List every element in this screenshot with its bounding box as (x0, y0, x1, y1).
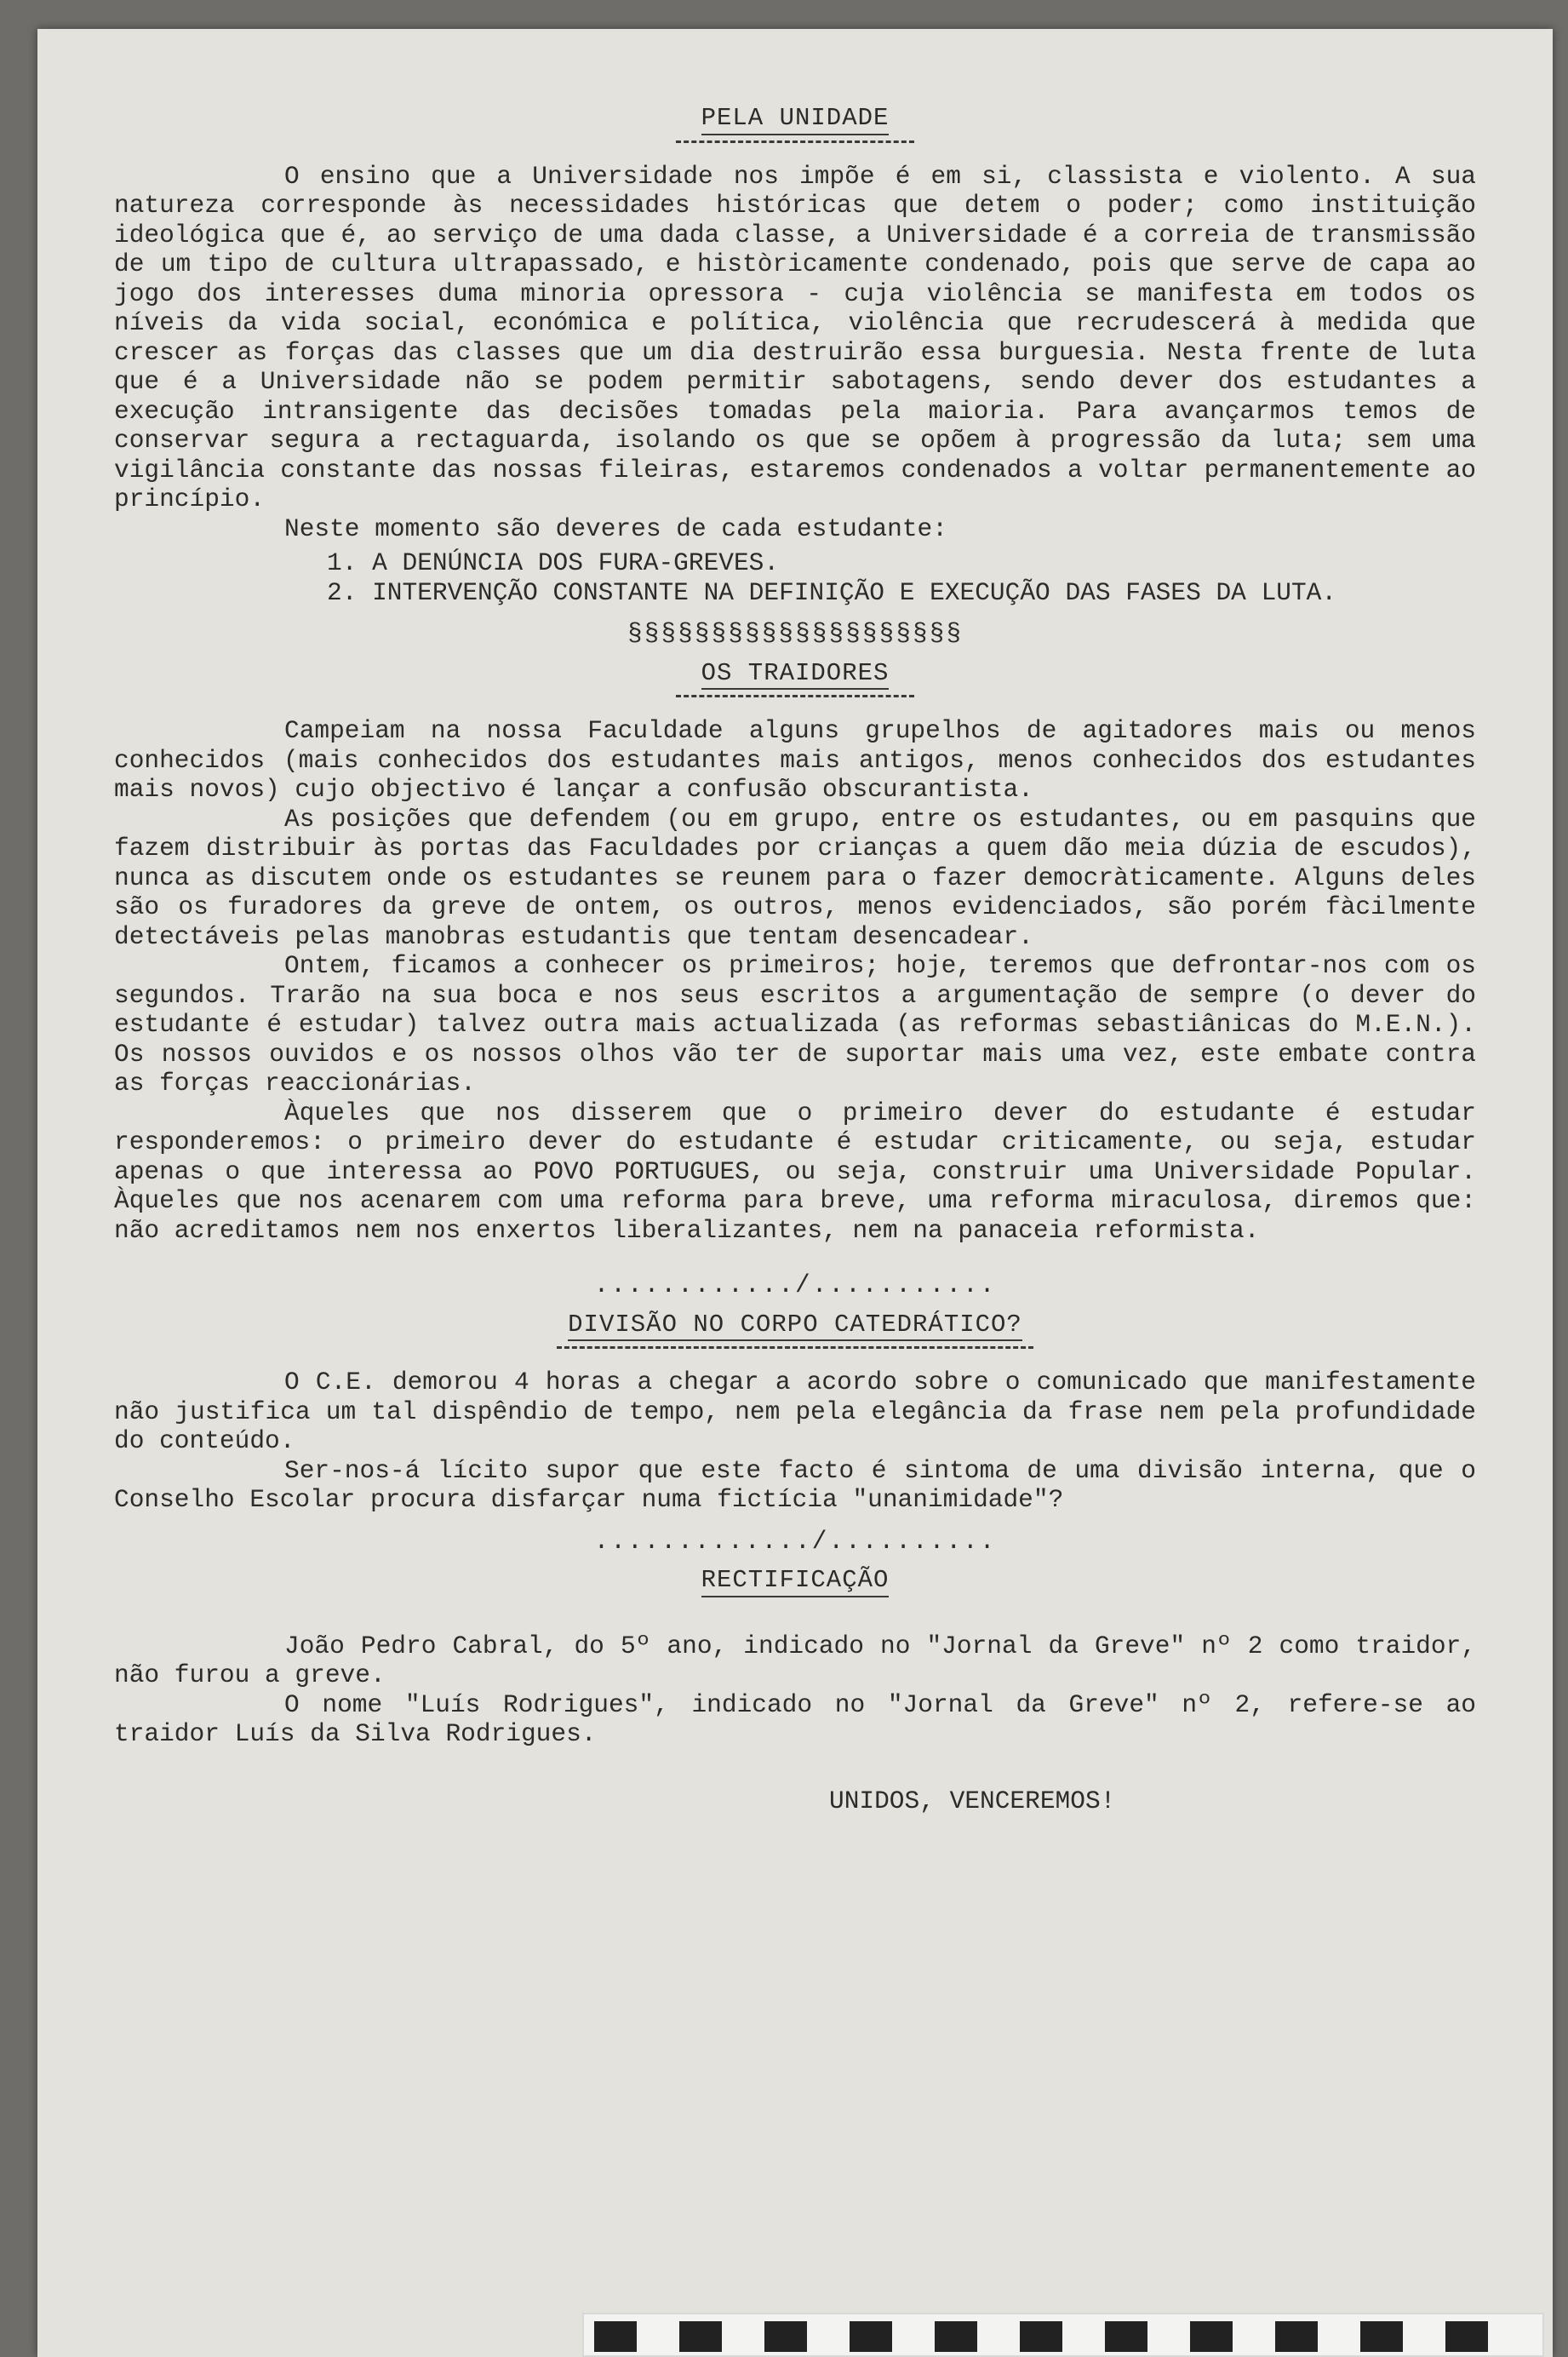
section-title-pela-unidade (114, 104, 1476, 143)
title-text: RECTIFICAÇÃO (701, 1566, 890, 1597)
title-text: OS TRAIDORES (701, 659, 890, 691)
scale-block (1445, 2321, 1488, 2352)
paragraph: O ensino que a Universidade nos impõe é em si, classista e violento. A sua natureza corresponde às necessidades históricas que detem o poder; como instituição ideológica que é, ao serviço de uma dada classe, a Universidade é a correia de transmissão de um tipo de cultura ultrapassado, e històricamente condenado, pois que serve de capa ao jogo dos interesses duma minoria opressora - cuja violência se manifesta em todos os níveis da vida social, económica e política, violência que recrudescerá à medida que crescer as forças das classes que um dia destruirão essa burguesia. Nesta frente de luta que é a Universidade não se podem permitir sabotagens, sendo dever dos estudantes a execução intransigente das decisões tomadas pela maioria. Para avançarmos temos de conservar segura a rectaguarda, isolando os que se opõem à progressão da luta; sem uma vigilância constante das nossas fileiras, estaremos condenados a voltar permanentemente ao princípio. (114, 161, 1476, 513)
title-text: DIVISÃO NO CORPO CATEDRÁTICO? (568, 1310, 1022, 1342)
paragraph: Neste momento são deveres de cada estudante: (284, 513, 947, 543)
paragraph: Campeiam na nossa Faculdade alguns grupelhos de agitadores mais ou menos conhecidos (mais conhecidos dos estudantes mais antigos, menos conhecidos dos estudantes mais novos) cujo objectivo é lançar a confusão obscurantista. (114, 716, 1476, 804)
section-separator: §§§§§§§§§§§§§§§§§§§§ (627, 619, 964, 648)
title-text: PELA UNIDADE (701, 104, 890, 135)
duties-list (327, 548, 1476, 607)
section-separator: ............/........... (593, 1270, 997, 1299)
section-title-os-traidores (114, 659, 1476, 698)
list-item: 1. A DENÚNCIA DOS FURA-GREVES. (327, 548, 780, 577)
scale-block (1360, 2321, 1403, 2352)
scale-block (1105, 2321, 1147, 2352)
paragraph: O C.E. demorou 4 horas a chegar a acordo sobre o comunicado que manifestamente não justifica um tal dispêndio de tempo, nem pela elegância da frase nem pela profundidade do conteúdo. (114, 1368, 1476, 1455)
scale-block (594, 2321, 637, 2352)
section-separator: ............./.......... (593, 1526, 997, 1556)
scale-block (1190, 2321, 1233, 2352)
list-item: 2. INTERVENÇÃO CONSTANTE NA DEFINIÇÃO E EXECUÇÃO DAS FASES DA LUTA. (327, 577, 1337, 607)
paragraph: João Pedro Cabral, do 5º ano, indicado no "Jornal da Greve" nº 2 como traidor, não furou a greve. (114, 1631, 1476, 1689)
scale-block (935, 2321, 977, 2352)
paragraph: Ser-nos-á lícito supor que este facto é sintoma de uma divisão interna, que o Conselho Escolar procura disfarçar numa fictícia "unanimidade"? (114, 1455, 1476, 1514)
scale-block (850, 2321, 892, 2352)
paragraph: Ontem, ficamos a conhecer os primeiros; hoje, teremos que defrontar-nos com os segundos. Trarão na sua boca e nos seus escritos a argumentação de sempre (o dever do estudante é estudar) talvez outra mais actualizada (as reformas sebastiânicas do M.E.N.). Os nossos ouvidos e os nossos olhos vão ter de suportar mais uma vez, este embate contra as forças reaccionárias. (114, 951, 1476, 1098)
section-title-rectificacao (114, 1566, 1476, 1597)
section-title-divisao (114, 1310, 1476, 1350)
document-body (114, 104, 1476, 1815)
closing-slogan: UNIDOS, VENCEREMOS! (829, 1786, 1116, 1815)
paragraph: O nome "Luís Rodrigues", indicado no "Jornal da Greve" nº 2, refere-se ao traidor Luís da Silva Rodrigues. (114, 1689, 1476, 1748)
color-scale-bar (582, 2313, 1544, 2357)
scale-block (764, 2321, 807, 2352)
paragraph: As posições que defendem (ou em grupo, entre os estudantes, ou em pasquins que fazem distribuir às portas das Faculdades por crianças a quem dão meia dúzia de escudos), nunca as discutem onde os estudantes se reunem para o fazer democràticamente. Alguns deles são os furadores da greve de ontem, os outros, menos evidenciados, são porém fàcilmente detectáveis pelas manobras estudantis que tentam desencadear. (114, 804, 1476, 951)
paragraph: Àqueles que nos disserem que o primeiro dever do estudante é estudar responderemos: o primeiro dever do estudante é estudar criticamente, ou seja, estudar apenas o que interessa ao POVO PORTUGUES, ou seja, construir uma Universidade Popular. Àqueles que nos acenarem com uma reforma para breve, uma reforma miraculosa, diremos que: não acreditamos nem nos enxertos liberalizantes, nem na panaceia reformista. (114, 1098, 1476, 1245)
scale-block (1275, 2321, 1318, 2352)
scale-block (679, 2321, 722, 2352)
scale-block (1020, 2321, 1062, 2352)
document-page (37, 29, 1553, 2357)
